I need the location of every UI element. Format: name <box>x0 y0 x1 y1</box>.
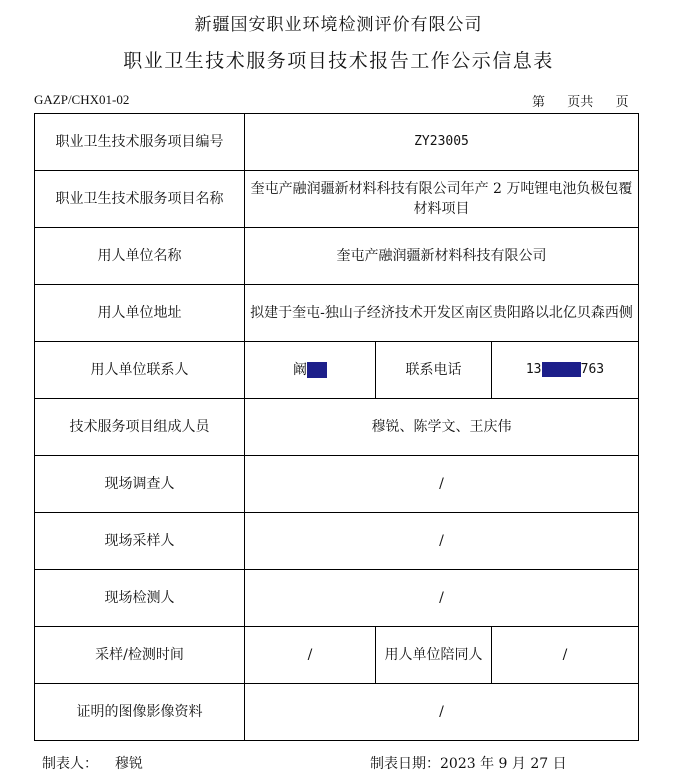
survey-value: / <box>245 456 639 513</box>
prepared-date <box>370 753 567 773</box>
page-info <box>532 91 629 110</box>
table-row <box>35 399 639 456</box>
info-table <box>34 113 639 741</box>
sampling-label: 现场采样人 <box>35 513 245 570</box>
sampling-value: / <box>245 513 639 570</box>
project-no-value: ZY23005 <box>245 114 639 171</box>
sample-time-label: 采样/检测时间 <box>35 627 245 684</box>
project-name-label: 职业卫生技术服务项目名称 <box>35 171 245 228</box>
image-value: / <box>245 684 639 741</box>
table-row <box>35 513 639 570</box>
table-row <box>35 570 639 627</box>
table-row <box>35 285 639 342</box>
contact-value <box>245 342 376 399</box>
image-label: 证明的图像影像资料 <box>35 684 245 741</box>
sample-time-value: / <box>245 627 376 684</box>
date-value: 2023 年 9 月 27 日 <box>440 756 567 772</box>
page-label-2: 页共 <box>567 95 594 110</box>
form-code: GAZP/CHX01-02 <box>34 92 130 107</box>
project-name-value: 奎屯产融润疆新材料科技有限公司年产 2 万吨锂电池负极包覆材料项目 <box>245 171 639 228</box>
phone-prefix: 13 <box>525 362 542 377</box>
project-no-label: 职业卫生技术服务项目编号 <box>35 114 245 171</box>
prepared-by <box>42 753 143 773</box>
table-row <box>35 114 639 171</box>
testing-value: / <box>245 570 639 627</box>
phone-value <box>492 342 639 399</box>
date-label: 制表日期： <box>370 756 440 772</box>
phone-redaction: 36119 <box>541 362 581 377</box>
staff-label: 技术服务项目组成人员 <box>35 399 245 456</box>
escort-value: / <box>492 627 639 684</box>
employer-label: 用人单位名称 <box>35 228 245 285</box>
address-label: 用人单位地址 <box>35 285 245 342</box>
table-row <box>35 627 639 684</box>
contact-visible: 阚 <box>293 362 308 378</box>
contact-label: 用人单位联系人 <box>35 342 245 399</box>
address-value: 拟建于奎屯-独山子经济技术开发区南区贵阳路以北亿贝森西侧 <box>245 285 639 342</box>
table-row <box>35 171 639 228</box>
form-title: 职业卫生技术服务项目技术报告工作公示信息表 <box>123 50 554 72</box>
page-label-1: 第 <box>532 95 546 110</box>
staff-value: 穆锐、陈学文、王庆伟 <box>245 399 639 456</box>
survey-label: 现场调查人 <box>35 456 245 513</box>
table-row <box>35 342 639 399</box>
prepared-by-value: 穆锐 <box>114 756 143 772</box>
phone-mid: 7 <box>580 362 589 377</box>
table-row <box>35 684 639 741</box>
employer-value: 奎屯产融润疆新材料科技有限公司 <box>245 228 639 285</box>
testing-label: 现场检测人 <box>35 570 245 627</box>
table-row <box>35 228 639 285</box>
contact-redaction: XX <box>307 362 327 378</box>
phone-suffix: 63 <box>588 362 605 377</box>
prepared-by-label: 制表人： <box>42 756 98 772</box>
phone-label: 联系电话 <box>376 342 492 399</box>
page-label-3: 页 <box>615 95 629 110</box>
company-name: 新疆国安职业环境检测评价有限公司 <box>194 15 483 35</box>
escort-label: 用人单位陪同人 <box>376 627 492 684</box>
table-row <box>35 456 639 513</box>
